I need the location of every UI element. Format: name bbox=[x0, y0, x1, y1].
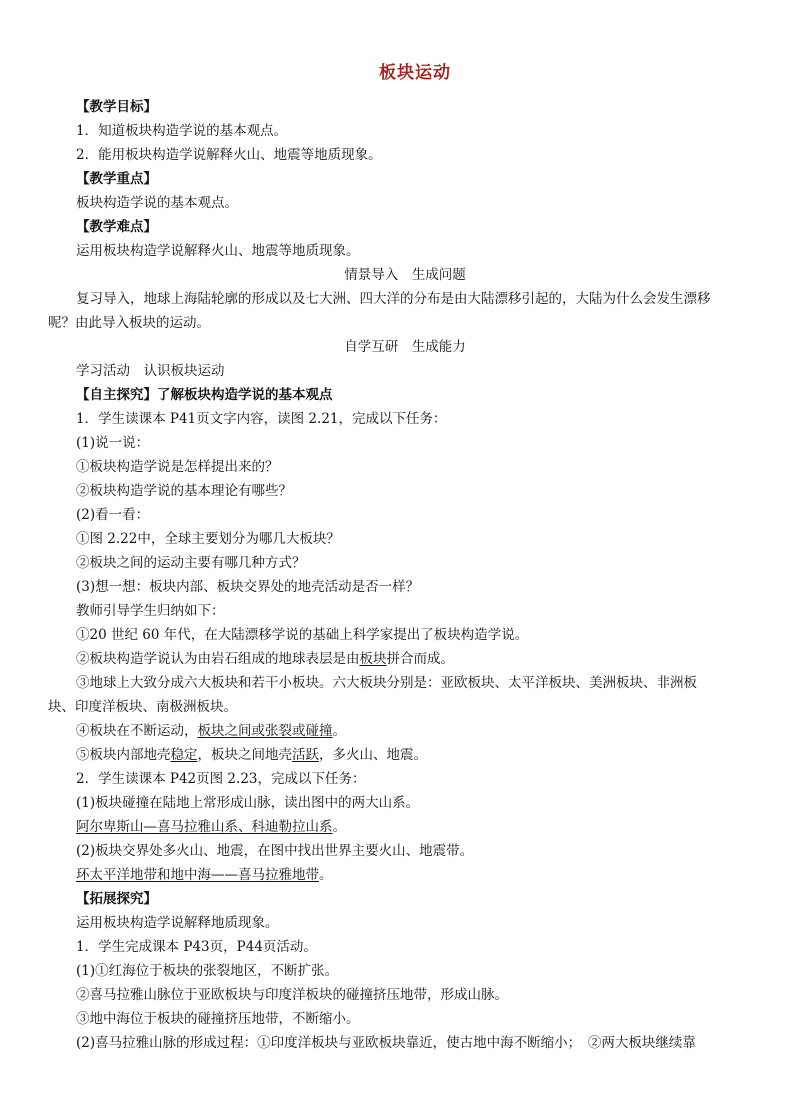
task-1-look: (2)看一看： bbox=[76, 507, 150, 523]
section-heading-difficulties: 【教学难点】 bbox=[76, 219, 157, 235]
task-1-think: (3)想一想：板块内部、板块交界处的地壳活动是否一样？ bbox=[76, 579, 420, 595]
extension-intro: 运用板块构造学说解释地质现象。 bbox=[76, 915, 279, 931]
task-1-say-q1: ①板块构造学说是怎样提出来的？ bbox=[76, 459, 279, 475]
extension-task-1: 1．学生完成课本 P43页，P44页活动。 bbox=[76, 939, 317, 955]
task-2-a1-answer: 阿尔卑斯山—喜马拉雅山系、科迪勒拉山系 bbox=[76, 819, 333, 835]
summary-4-end: 。 bbox=[332, 723, 346, 739]
activity-heading: 学习活动 认识板块运动 bbox=[76, 363, 225, 379]
extension-answer-3: ③地中海位于板块的碰撞挤压地带，不断缩小。 bbox=[76, 1011, 360, 1027]
task-2-q2: (2)板块交界处多火山、地震，在图中找出世界主要火山、地震带。 bbox=[76, 843, 474, 859]
summary-2-text: ②板块构造学说认为由岩石组成的地球表层是由 bbox=[76, 651, 360, 667]
independent-inquiry-heading: 【自主探究】了解板块构造学说的基本观点 bbox=[76, 387, 333, 403]
document-title: 板块运动 bbox=[379, 63, 451, 83]
summary-5-answer-a: 稳定 bbox=[170, 747, 198, 763]
task-1: 1．学生读课本 P41页文字内容，读图 2.21，完成以下任务： bbox=[76, 411, 447, 427]
extension-answer-1: (1)①红海位于板块的张裂地区，不断扩张。 bbox=[76, 963, 339, 979]
difficulty-text: 运用板块构造学说解释火山、地震等地质现象。 bbox=[76, 243, 360, 259]
task-2-a2-answer: 环太平洋地带和地中海——喜马拉雅地带 bbox=[76, 867, 319, 883]
goal-2: 2．能用板块构造学说解释火山、地震等地质现象。 bbox=[76, 147, 382, 163]
summary-2-answer: 板块 bbox=[359, 651, 387, 667]
extension-inquiry-heading: 【拓展探究】 bbox=[76, 891, 157, 907]
summary-2-end: 拼合而成。 bbox=[386, 651, 454, 667]
summary-5-answer-b: 活跃 bbox=[292, 747, 319, 763]
task-2-a1 bbox=[76, 818, 346, 836]
task-2-q1: (1)板块碰撞在陆地上常形成山脉，读出图中的两大山系。 bbox=[76, 795, 420, 811]
summary-4-answer: 板块之间或张裂或碰撞 bbox=[197, 723, 333, 739]
summary-4-text: ④板块在不断运动， bbox=[76, 723, 198, 739]
summary-5-text-a: ⑤板块内部地壳 bbox=[76, 747, 171, 763]
section-heading-intro: 情景导入 生成问题 bbox=[344, 267, 466, 283]
task-1-say: (1)说一说： bbox=[76, 435, 150, 451]
summary-2 bbox=[76, 650, 454, 668]
task-2: 2．学生读课本 P42页图 2.23，完成以下任务： bbox=[76, 771, 366, 787]
teacher-summary-heading: 教师引导学生归纳如下： bbox=[76, 603, 225, 619]
task-2-a1-end: 。 bbox=[332, 819, 346, 835]
section-heading-key-points: 【教学重点】 bbox=[76, 171, 157, 187]
extension-answer-4: (2)喜马拉雅山脉的形成过程：①印度洋板块与亚欧板块靠近，使古地中海不断缩小； ②两大板块继续靠 bbox=[76, 1035, 696, 1051]
intro-paragraph-line-2: 呢？由此导入板块的运动。 bbox=[48, 315, 210, 331]
extension-answer-2: ②喜马拉雅山脉位于亚欧板块与印度洋板块的碰撞挤压地带，形成山脉。 bbox=[76, 987, 508, 1003]
summary-3-line-2: 块、印度洋板块、南极洲板块。 bbox=[48, 699, 237, 715]
task-2-a2 bbox=[76, 866, 333, 884]
summary-4 bbox=[76, 722, 346, 740]
key-point-text: 板块构造学说的基本观点。 bbox=[76, 195, 238, 211]
summary-5 bbox=[76, 746, 427, 764]
section-heading-teaching-goals: 【教学目标】 bbox=[76, 99, 157, 115]
task-1-look-q1: ①图 2.22中，全球主要划分为哪几大板块？ bbox=[76, 531, 340, 547]
goal-1: 1．知道板块构造学说的基本观点。 bbox=[76, 123, 288, 139]
intro-paragraph-line-1: 复习导入，地球上海陆轮廓的形成以及七大洲、四大洋的分布是由大陆漂移引起的，大陆为什么会发生漂移 bbox=[76, 291, 711, 307]
section-heading-self-study: 自学互研 生成能力 bbox=[344, 339, 466, 355]
summary-5-text-b: ，板块之间地壳 bbox=[197, 747, 292, 763]
task-1-say-q2: ②板块构造学说的基本理论有哪些？ bbox=[76, 483, 292, 499]
task-1-look-q2: ②板块之间的运动主要有哪几种方式？ bbox=[76, 555, 306, 571]
summary-1: ①20 世纪 60 年代，在大陆漂移学说的基础上科学家提出了板块构造学说。 bbox=[76, 627, 529, 643]
summary-3-line-1: ③地球上大致分成六大板块和若干小板块。六大板块分别是：亚欧板块、太平洋板块、美洲板块、非洲板 bbox=[76, 675, 697, 691]
task-2-a2-end: 。 bbox=[319, 867, 333, 883]
summary-5-end: ，多火山、地震。 bbox=[319, 747, 427, 763]
